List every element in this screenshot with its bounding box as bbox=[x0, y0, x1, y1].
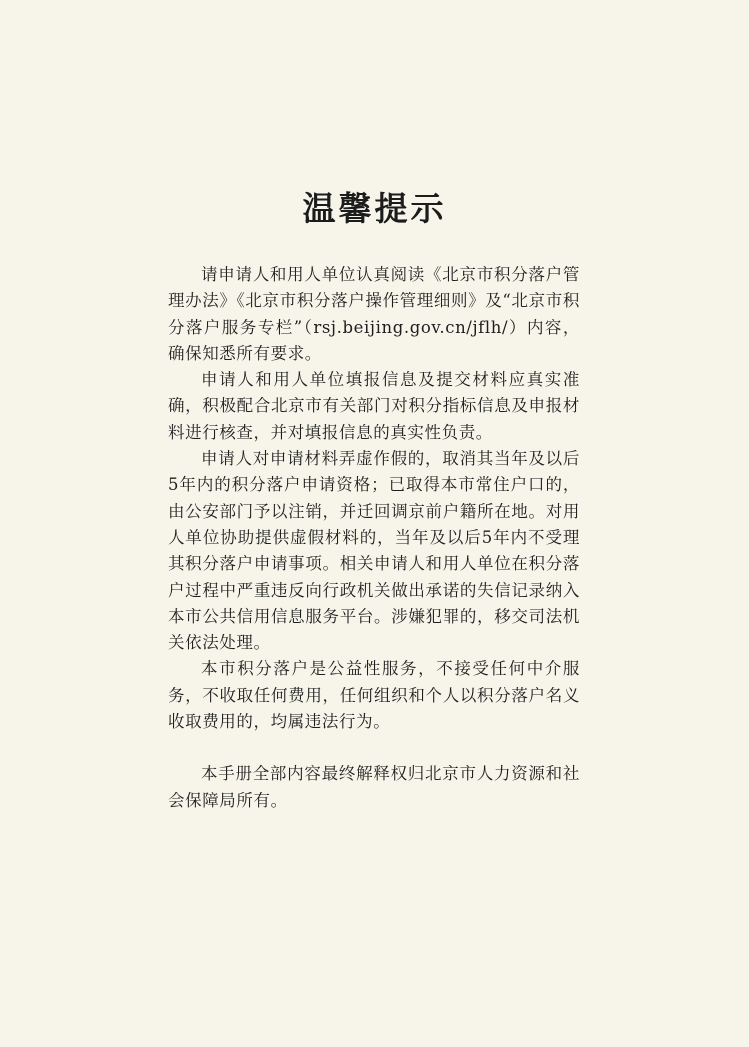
paragraph-truthful-information: 申请人和用人单位填报信息及提交材料应真实准确，积极配合北京市有关部门对积分指标信息及申报材料进行核查，并对填报信息的真实性负责。 bbox=[168, 370, 580, 442]
paragraph-public-service: 本市积分落户是公益性服务，不接受任何中介服务，不收取任何费用，任何组织和个人以积分落户名义收取费用的，均属违法行为。 bbox=[168, 659, 580, 732]
notice-body bbox=[168, 262, 580, 814]
paragraph-false-material-penalty: 申请人对申请材料弄虚作假的，取消其当年及以后5年内的积分落户申请资格；已取得本市常住户口的，由公安部门予以注销，并迁回调京前户籍所在地。对用人单位协助提供虚假材料的，当年及以后5年内不受理其积分落户申请事项。相关申请人和用人单位在积分落户过程中严重违反向行政机关做出承诺的失信记录纳入本市公共信用信息服务平台。涉嫌犯罪的，移交司法机关依法处理。 bbox=[168, 449, 580, 653]
paragraph-interpretation-rights: 本手册全部内容最终解释权归北京市人力资源和社会保障局所有。 bbox=[168, 764, 580, 810]
page-title: 温馨提示 bbox=[302, 189, 447, 228]
paragraph-reading-requirements: 请申请人和用人单位认真阅读《北京市积分落户管理办法》《北京市积分落户操作管理细则》及“北京市积分落户服务专栏”（rsj.beijing.gov.cn/jflh/）内容，确保知悉所有要求。 bbox=[168, 265, 580, 363]
